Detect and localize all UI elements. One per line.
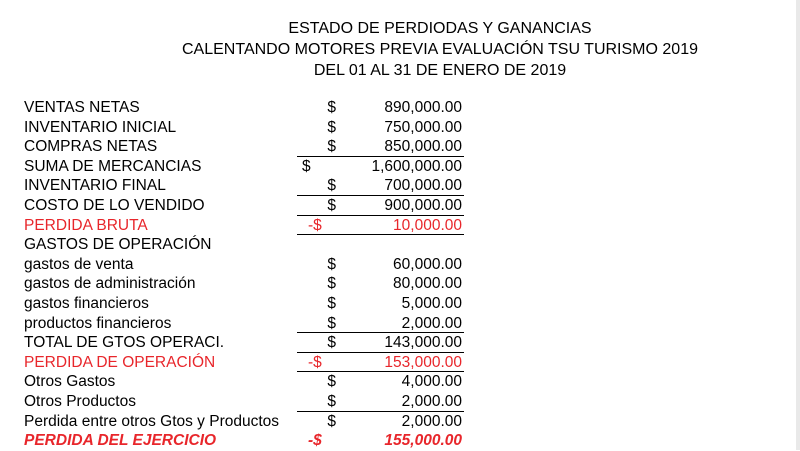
row-amount: 80,000.00 [393, 275, 462, 293]
currency-symbol: $ [327, 294, 336, 312]
report-period: DEL 01 AL 31 DE ENERO DE 2019 [313, 62, 567, 79]
row-amount: 155,000.00 [384, 432, 462, 450]
row-label: COMPRAS NETAS [24, 138, 158, 156]
currency-symbol: $ [327, 373, 336, 391]
row-inventario-inicial [24, 118, 464, 138]
currency-symbol: $ [327, 392, 336, 410]
row-gastos-financieros [24, 294, 464, 314]
report-header [0, 18, 800, 81]
row-label: SUMA DE MERCANCIAS [24, 157, 202, 175]
row-total-gastos-operacion [24, 333, 464, 353]
row-inventario-final [24, 176, 464, 196]
row-label: INVENTARIO FINAL [24, 177, 166, 195]
row-perdida-bruta [24, 216, 464, 236]
row-costo-vendido [24, 196, 464, 216]
row-label: TOTAL DE GTOS OPERACI. [24, 334, 225, 352]
currency-symbol: $ [327, 255, 336, 273]
row-compras-netas [24, 137, 464, 157]
row-amount: 143,000.00 [384, 334, 462, 352]
currency-symbol: $ [302, 157, 311, 175]
row-perdida-operacion [24, 353, 464, 373]
row-label: Perdida entre otros Gtos y Productos [24, 412, 280, 430]
currency-symbol: $ [327, 138, 336, 156]
currency-symbol: $ [327, 334, 336, 352]
row-amount: 2,000.00 [401, 412, 462, 430]
currency-symbol: -$ [308, 353, 322, 371]
currency-symbol: -$ [308, 432, 322, 450]
row-amount: 2,000.00 [401, 314, 462, 332]
row-label: INVENTARIO INICIAL [24, 118, 177, 136]
row-amount: 60,000.00 [393, 255, 462, 273]
currency-symbol: $ [327, 314, 336, 332]
row-suma-mercancias [24, 157, 464, 177]
row-label: Otros Productos [24, 392, 136, 410]
row-label: gastos de administración [24, 275, 196, 293]
row-label: VENTAS NETAS [24, 99, 140, 116]
row-amount: 1,600,000.00 [371, 157, 462, 175]
row-label: productos financieros [24, 314, 172, 332]
row-label: PERDIDA BRUTA [24, 216, 148, 234]
row-amount: 2,000.00 [401, 392, 462, 410]
row-amount: 900,000.00 [384, 196, 462, 214]
currency-symbol: $ [327, 196, 336, 214]
scrollbar-edge [796, 0, 800, 450]
row-label: gastos financieros [24, 294, 149, 312]
currency-symbol: $ [327, 99, 336, 116]
currency-symbol: $ [327, 275, 336, 293]
section-heading: GASTOS DE OPERACIÓN [24, 236, 212, 254]
currency-symbol: $ [327, 118, 336, 136]
row-otros-productos [24, 392, 464, 412]
row-label: Otros Gastos [24, 373, 116, 391]
row-amount: 153,000.00 [384, 353, 462, 371]
row-amount: 750,000.00 [384, 118, 462, 136]
row-productos-financieros [24, 314, 464, 334]
income-statement-table [24, 98, 464, 451]
row-label: PERDIDA DEL EJERCICIO [24, 432, 217, 450]
row-ventas-netas [24, 98, 464, 118]
currency-symbol: $ [327, 412, 336, 430]
currency-symbol: $ [327, 177, 336, 195]
report-company: CALENTANDO MOTORES PREVIA EVALUACIÓN TSU TURISMO 2019 [182, 41, 698, 58]
row-gastos-operacion-heading [24, 235, 464, 255]
row-label: COSTO DE LO VENDIDO [24, 196, 205, 214]
currency-symbol: -$ [308, 216, 322, 234]
row-otros-gastos [24, 372, 464, 392]
row-gastos-administracion [24, 274, 464, 294]
row-amount: 5,000.00 [401, 294, 462, 312]
row-amount: 890,000.00 [384, 99, 462, 116]
row-perdida-ejercicio [24, 431, 464, 451]
row-amount: 700,000.00 [384, 177, 462, 195]
row-amount: 4,000.00 [401, 373, 462, 391]
row-perdida-otros [24, 412, 464, 432]
report-title: ESTADO DE PERDIODAS Y GANANCIAS [288, 20, 592, 37]
row-label: gastos de venta [24, 255, 134, 273]
row-amount: 10,000.00 [393, 216, 462, 234]
row-amount: 850,000.00 [384, 138, 462, 156]
row-gastos-venta [24, 255, 464, 275]
row-label: PERDIDA DE OPERACIÓN [24, 353, 216, 371]
